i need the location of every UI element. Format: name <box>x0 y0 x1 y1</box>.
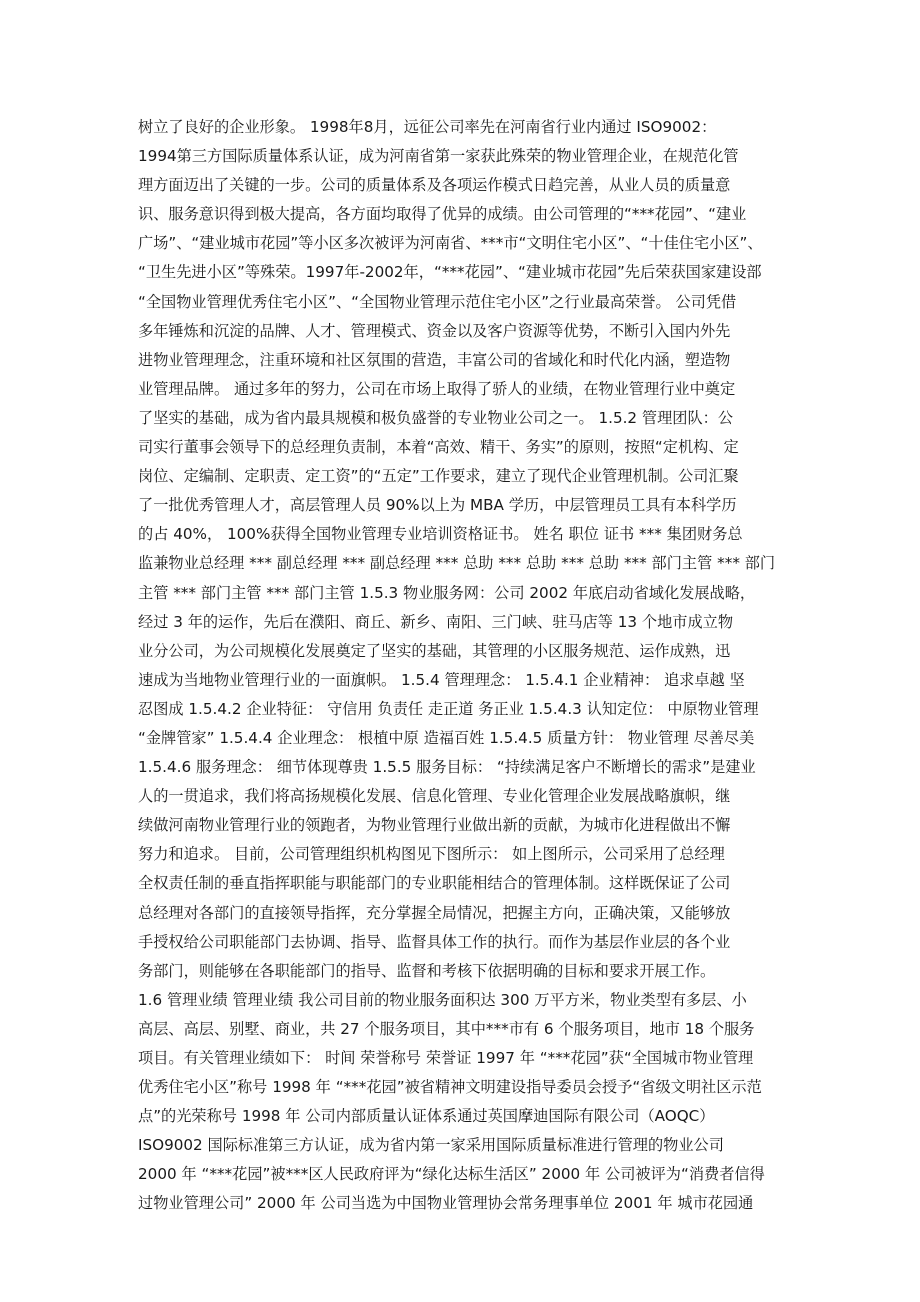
text-line: 项目。有关管理业绩如下： 时间 荣誉称号 荣誉证 1997 年 “***花园”获“全国城市物业管理 <box>138 1049 754 1067</box>
text-line: 业管理品牌。 通过多年的努力，公司在市场上取得了骄人的业绩，在物业管理行业中奠定 <box>138 379 736 398</box>
text-line: 速成为当地物业管理行业的一面旗帜。 1.5.4 管理理念： 1.5.4.1 企业精神： 追求卓越 坚 <box>138 670 745 689</box>
text-line: 识、服务意识得到极大提高，各方面均取得了优异的成绩。由公司管理的“***花园”、“建业 <box>138 205 747 224</box>
text-line: ISO9002 国际标准第三方认证，成为省内第一家采用国际质量标准进行管理的物业公司 <box>138 1136 724 1155</box>
text-line: 进物业管理理念，注重环境和社区氛围的营造，丰富公司的省域化和时代化内涵，塑造物 <box>138 350 731 369</box>
text-line: 全权责任制的垂直指挥职能与职能部门的专业职能相结合的管理体制。这样既保证了公司 <box>138 874 731 893</box>
text-line: 务部门，则能够在各职能部门的指导、监督和考核下依据明确的目标和要求开展工作。 <box>138 961 716 980</box>
text-line: 人的一贯追求，我们将高扬规模化发展、信息化管理、专业化管理企业发展战略旗帜，继 <box>138 787 731 806</box>
text-line: 多年锤炼和沉淀的品牌、人才、管理模式、资金以及客户资源等优势，不断引入国内外先 <box>138 321 731 340</box>
text-line: 优秀住宅小区”称号 1998 年 “***花园”被省精神文明建设指导委员会授予“省级文明社区示范 <box>138 1078 762 1097</box>
text-line: 总经理对各部门的直接领导指挥，充分掌握全局情况，把握主方向，正确决策，又能够放 <box>138 903 731 922</box>
text-line: 广场”、“建业城市花园”等小区多次被评为河南省、***市“文明住宅小区”、“十佳住宅小区”、 <box>138 234 763 253</box>
text-line: 2000 年 “***花园”被***区人民政府评为“绿化达标生活区” 2000 年 公司被评为“消费者信得 <box>138 1165 765 1184</box>
text-line: 主管 *** 部门主管 *** 部门主管 1.5.3 物业服务网：公司 2002 年底启动省域化发展战略， <box>138 583 756 602</box>
text-line: 理方面迈出了关键的一步。公司的质量体系及各项运作模式日趋完善，从业人员的质量意 <box>138 176 731 195</box>
text-line: 岗位、定编制、定职责、定工资”的“五定”工作要求，建立了现代企业管理机制。公司汇聚 <box>138 467 739 486</box>
text-line: 1.6 管理业绩 管理业绩 我公司目前的物业服务面积达 300 万平方米，物业类型有多层、小 <box>138 990 747 1009</box>
text-line: 点”的光荣称号 1998 年 公司内部质量认证体系通过英国摩迪国际有限公司（AOQC） <box>138 1107 715 1126</box>
text-line: 忍图成 1.5.4.2 企业特征： 守信用 负责任 走正道 务正业 1.5.4.3 认知定位： 中原物业管理 <box>138 699 759 718</box>
text-line: 了坚实的基础，成为省内最具规模和极负盛誉的专业物业公司之一。 1.5.2 管理团队：公 <box>138 408 734 427</box>
text-line: “卫生先进小区”等殊荣。1997年-2002年，“***花园”、“建业城市花园”先后荣获国家建设部 <box>138 263 762 282</box>
text-line: 手授权给公司职能部门去协调、指导、监督具体工作的执行。而作为基层作业层的各个业 <box>138 932 731 951</box>
body-text <box>138 113 788 1219</box>
text-line: 业分公司，为公司规模化发展奠定了坚实的基础，其管理的小区服务规范、运作成熟，迅 <box>138 641 731 660</box>
text-line: 过物业管理公司” 2000 年 公司当选为中国物业管理协会常务理事单位 2001 年 城市花园通 <box>138 1194 754 1213</box>
text-line: 续做河南物业管理行业的领跑者，为物业管理行业做出新的贡献，为城市化进程做出不懈 <box>138 816 731 835</box>
text-line: 努力和追求。 目前，公司管理组织机构图见下图所示： 如上图所示，公司采用了总经理 <box>138 845 725 864</box>
text-line: 监兼物业总经理 *** 副总经理 *** 副总经理 *** 总助 *** 总助 *** 总助 *** 部门主管 *** 部门 <box>138 554 776 573</box>
text-line: 树立了良好的企业形象。 1998年8月，远征公司率先在河南省行业内通过 ISO9002： <box>138 118 717 136</box>
text-line: 了一批优秀管理人才，高层管理人员 90%以上为 MBA 学历，中层管理员工具有本科学历 <box>138 496 737 515</box>
text-line: 1.5.4.6 服务理念： 细节体现尊贵 1.5.5 服务目标： “持续满足客户不断增长的需求”是建业 <box>138 758 756 777</box>
text-line: 1994第三方国际质量体系认证，成为河南省第一家获此殊荣的物业管理企业，在规范化管 <box>138 147 739 166</box>
text-line: 高层、高层、别墅、商业，共 27 个服务项目，其中***市有 6 个服务项目，地市 18 个服务 <box>138 1019 755 1038</box>
text-line: 经过 3 年的运作，先后在濮阳、商丘、新乡、南阳、三门峡、驻马店等 13 个地市成立物 <box>138 612 734 631</box>
text-line: “全国物业管理优秀住宅小区”、“全国物业管理示范住宅小区”之行业最高荣誉。 公司凭借 <box>138 292 737 311</box>
text-line: “金牌管家” 1.5.4.4 企业理念： 根植中原 造福百姓 1.5.4.5 质量方针： 物业管理 尽善尽美 <box>138 728 755 747</box>
text-line: 司实行董事会领导下的总经理负责制，本着“高效、精干、务实”的原则，按照“定机构、定 <box>138 438 739 457</box>
text-line: 的占 40%， 100%获得全国物业管理专业培训资格证书。 姓名 职位 证书 *** 集团财务总 <box>138 525 743 544</box>
